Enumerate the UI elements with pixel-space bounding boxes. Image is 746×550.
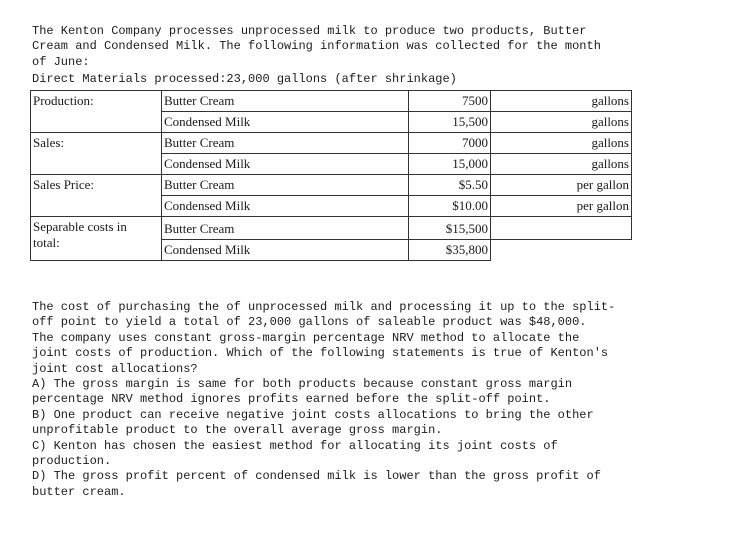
production-condensed-milk: 15,500 [409, 112, 491, 133]
sales-label: Sales: [31, 133, 162, 154]
product-name: Butter Cream [162, 133, 409, 154]
sales-condensed-milk: 15,000 [409, 154, 491, 175]
option-d: butter cream. [32, 484, 126, 499]
production-butter-cream: 7500 [409, 91, 491, 112]
option-b: B) One product can receive negative joint costs allocations to bring the other [32, 407, 594, 422]
product-name: Condensed Milk [162, 240, 409, 261]
unit-label: per gallon [491, 196, 632, 217]
price-condensed-milk: $10.00 [409, 196, 491, 217]
unit-label: gallons [491, 154, 632, 175]
price-butter-cream: $5.50 [409, 175, 491, 196]
table-row [31, 112, 632, 133]
intro-line: Cream and Condensed Milk. The following information was collected for the month [32, 39, 601, 54]
table-row [31, 154, 632, 175]
unit-label: gallons [491, 112, 632, 133]
question-line: The cost of purchasing the of unprocessed milk and processing it up to the split- [32, 300, 616, 314]
separable-butter-cream: $15,500 [409, 217, 491, 240]
table-row [31, 217, 632, 240]
option-d: D) The gross profit percent of condensed milk is lower than the gross profit of [32, 469, 601, 484]
question-paragraph [32, 300, 722, 500]
table-row [31, 133, 632, 154]
table-row [31, 91, 632, 112]
unit-label: gallons [491, 133, 632, 154]
question-line: joint cost allocations? [32, 361, 198, 376]
option-b: unprofitable product to the overall average gross margin. [32, 423, 443, 438]
table-row [31, 175, 632, 196]
separable-costs-label [31, 217, 162, 261]
sales-butter-cream: 7000 [409, 133, 491, 154]
intro-line: of June: [32, 54, 90, 69]
intro-paragraph [32, 24, 722, 70]
product-name: Condensed Milk [162, 112, 409, 133]
product-name: Butter Cream [162, 217, 409, 240]
direct-materials-line: Direct Materials processed:23,000 gallons (after shrinkage) [32, 72, 457, 86]
option-a: A) The gross margin is same for both products because constant gross margin [32, 377, 573, 392]
unit-label: gallons [491, 91, 632, 112]
product-name: Condensed Milk [162, 154, 409, 175]
production-label: Production: [31, 91, 162, 112]
separable-label-line: Separable costs in [33, 219, 127, 234]
product-name: Butter Cream [162, 91, 409, 112]
table-row [31, 196, 632, 217]
intro-line: The Kenton Company processes unprocessed milk to produce two products, Butter [32, 24, 587, 38]
question-line: off point to yield a total of 23,000 gallons of saleable product was $48,000. [32, 315, 587, 330]
option-c: C) Kenton has chosen the easiest method for allocating its joint costs of [32, 438, 558, 453]
product-name: Condensed Milk [162, 196, 409, 217]
question-line: joint costs of production. Which of the following statements is true of Kenton's [32, 346, 609, 361]
separable-condensed-milk: $35,800 [409, 240, 491, 261]
separable-label-line: total: [33, 235, 60, 250]
product-data-table [30, 90, 632, 261]
question-line: The company uses constant gross-margin percentage NRV method to allocate the [32, 330, 580, 345]
option-a: percentage NRV method ignores profits earned before the split-off point. [32, 392, 551, 407]
option-c: production. [32, 454, 112, 469]
sales-price-label: Sales Price: [31, 175, 162, 196]
unit-label: per gallon [491, 175, 632, 196]
product-name: Butter Cream [162, 175, 409, 196]
